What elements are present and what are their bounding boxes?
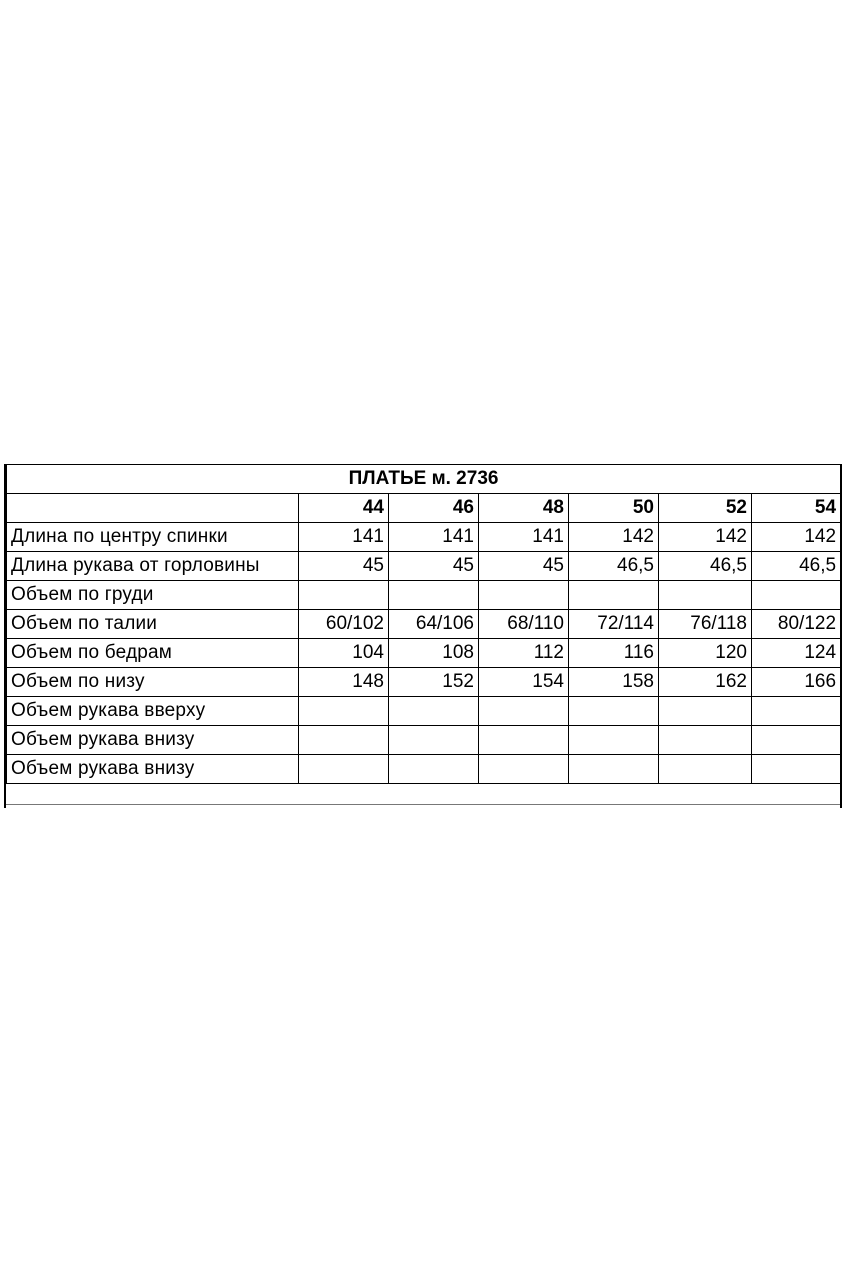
table-row xyxy=(7,639,841,668)
measurement-value-size-50: 142 xyxy=(569,523,659,552)
measurement-value-size-50 xyxy=(569,581,659,610)
table-row xyxy=(7,726,841,755)
measurement-value-size-48: 154 xyxy=(479,668,569,697)
size-header-48: 48 xyxy=(479,494,569,523)
bottom-rule xyxy=(6,804,840,808)
table-row xyxy=(7,610,841,639)
measurement-value-size-46 xyxy=(389,581,479,610)
measurement-value-size-50 xyxy=(569,726,659,755)
measurement-value-size-44: 148 xyxy=(299,668,389,697)
measurement-value-size-54: 142 xyxy=(752,523,841,552)
measurement-value-size-44: 60/102 xyxy=(299,610,389,639)
size-chart-sheet xyxy=(4,464,842,808)
table-row xyxy=(7,523,841,552)
header-corner-cell xyxy=(7,494,299,523)
measurement-label: Объем рукава вверху xyxy=(7,697,299,726)
measurement-value-size-50 xyxy=(569,755,659,784)
measurement-value-size-46 xyxy=(389,726,479,755)
measurement-value-size-46 xyxy=(389,697,479,726)
measurement-label: Длина по центру спинки xyxy=(7,523,299,552)
measurement-value-size-52 xyxy=(659,726,752,755)
measurement-label: Объем по низу xyxy=(7,668,299,697)
measurement-value-size-52: 162 xyxy=(659,668,752,697)
measurement-label: Объем по талии xyxy=(7,610,299,639)
size-header-44: 44 xyxy=(299,494,389,523)
measurement-value-size-46: 45 xyxy=(389,552,479,581)
measurement-value-size-54: 46,5 xyxy=(752,552,841,581)
measurement-value-size-48: 112 xyxy=(479,639,569,668)
table-row xyxy=(7,668,841,697)
measurement-value-size-46 xyxy=(389,755,479,784)
measurement-value-size-52: 76/118 xyxy=(659,610,752,639)
size-header-52: 52 xyxy=(659,494,752,523)
measurement-label: Объем по бедрам xyxy=(7,639,299,668)
measurement-value-size-46: 108 xyxy=(389,639,479,668)
measurement-value-size-52 xyxy=(659,581,752,610)
size-header-50: 50 xyxy=(569,494,659,523)
measurement-value-size-48: 68/110 xyxy=(479,610,569,639)
measurement-value-size-54 xyxy=(752,726,841,755)
table-row xyxy=(7,697,841,726)
size-header-54: 54 xyxy=(752,494,841,523)
measurement-rows xyxy=(7,523,841,784)
measurement-value-size-46: 64/106 xyxy=(389,610,479,639)
size-header-row xyxy=(7,494,841,523)
measurement-label: Объем рукава внизу xyxy=(7,755,299,784)
measurement-value-size-48 xyxy=(479,726,569,755)
table-title: ПЛАТЬЕ м. 2736 xyxy=(7,465,841,494)
measurement-value-size-50: 116 xyxy=(569,639,659,668)
measurement-value-size-44 xyxy=(299,726,389,755)
title-row xyxy=(7,465,841,494)
measurement-value-size-44 xyxy=(299,697,389,726)
size-header-46: 46 xyxy=(389,494,479,523)
measurement-value-size-44 xyxy=(299,581,389,610)
measurement-value-size-44: 141 xyxy=(299,523,389,552)
measurement-value-size-52: 120 xyxy=(659,639,752,668)
measurement-value-size-50 xyxy=(569,697,659,726)
measurement-label: Объем рукава внизу xyxy=(7,726,299,755)
measurement-value-size-52 xyxy=(659,755,752,784)
size-chart-table xyxy=(6,464,841,784)
measurement-value-size-48: 141 xyxy=(479,523,569,552)
table-row xyxy=(7,581,841,610)
measurement-value-size-54: 124 xyxy=(752,639,841,668)
measurement-value-size-48 xyxy=(479,755,569,784)
measurement-value-size-54 xyxy=(752,697,841,726)
measurement-value-size-50: 158 xyxy=(569,668,659,697)
table-row xyxy=(7,755,841,784)
measurement-value-size-54 xyxy=(752,581,841,610)
measurement-value-size-54: 80/122 xyxy=(752,610,841,639)
measurement-value-size-48: 45 xyxy=(479,552,569,581)
measurement-value-size-46: 152 xyxy=(389,668,479,697)
measurement-value-size-50: 72/114 xyxy=(569,610,659,639)
measurement-value-size-44 xyxy=(299,755,389,784)
measurement-value-size-52 xyxy=(659,697,752,726)
measurement-value-size-52: 142 xyxy=(659,523,752,552)
measurement-value-size-48 xyxy=(479,697,569,726)
measurement-label: Объем по груди xyxy=(7,581,299,610)
measurement-value-size-44: 104 xyxy=(299,639,389,668)
measurement-value-size-52: 46,5 xyxy=(659,552,752,581)
measurement-value-size-54 xyxy=(752,755,841,784)
measurement-value-size-48 xyxy=(479,581,569,610)
table-row xyxy=(7,552,841,581)
measurement-value-size-54: 166 xyxy=(752,668,841,697)
measurement-value-size-50: 46,5 xyxy=(569,552,659,581)
measurement-value-size-44: 45 xyxy=(299,552,389,581)
measurement-label: Длина рукава от горловины xyxy=(7,552,299,581)
measurement-value-size-46: 141 xyxy=(389,523,479,552)
